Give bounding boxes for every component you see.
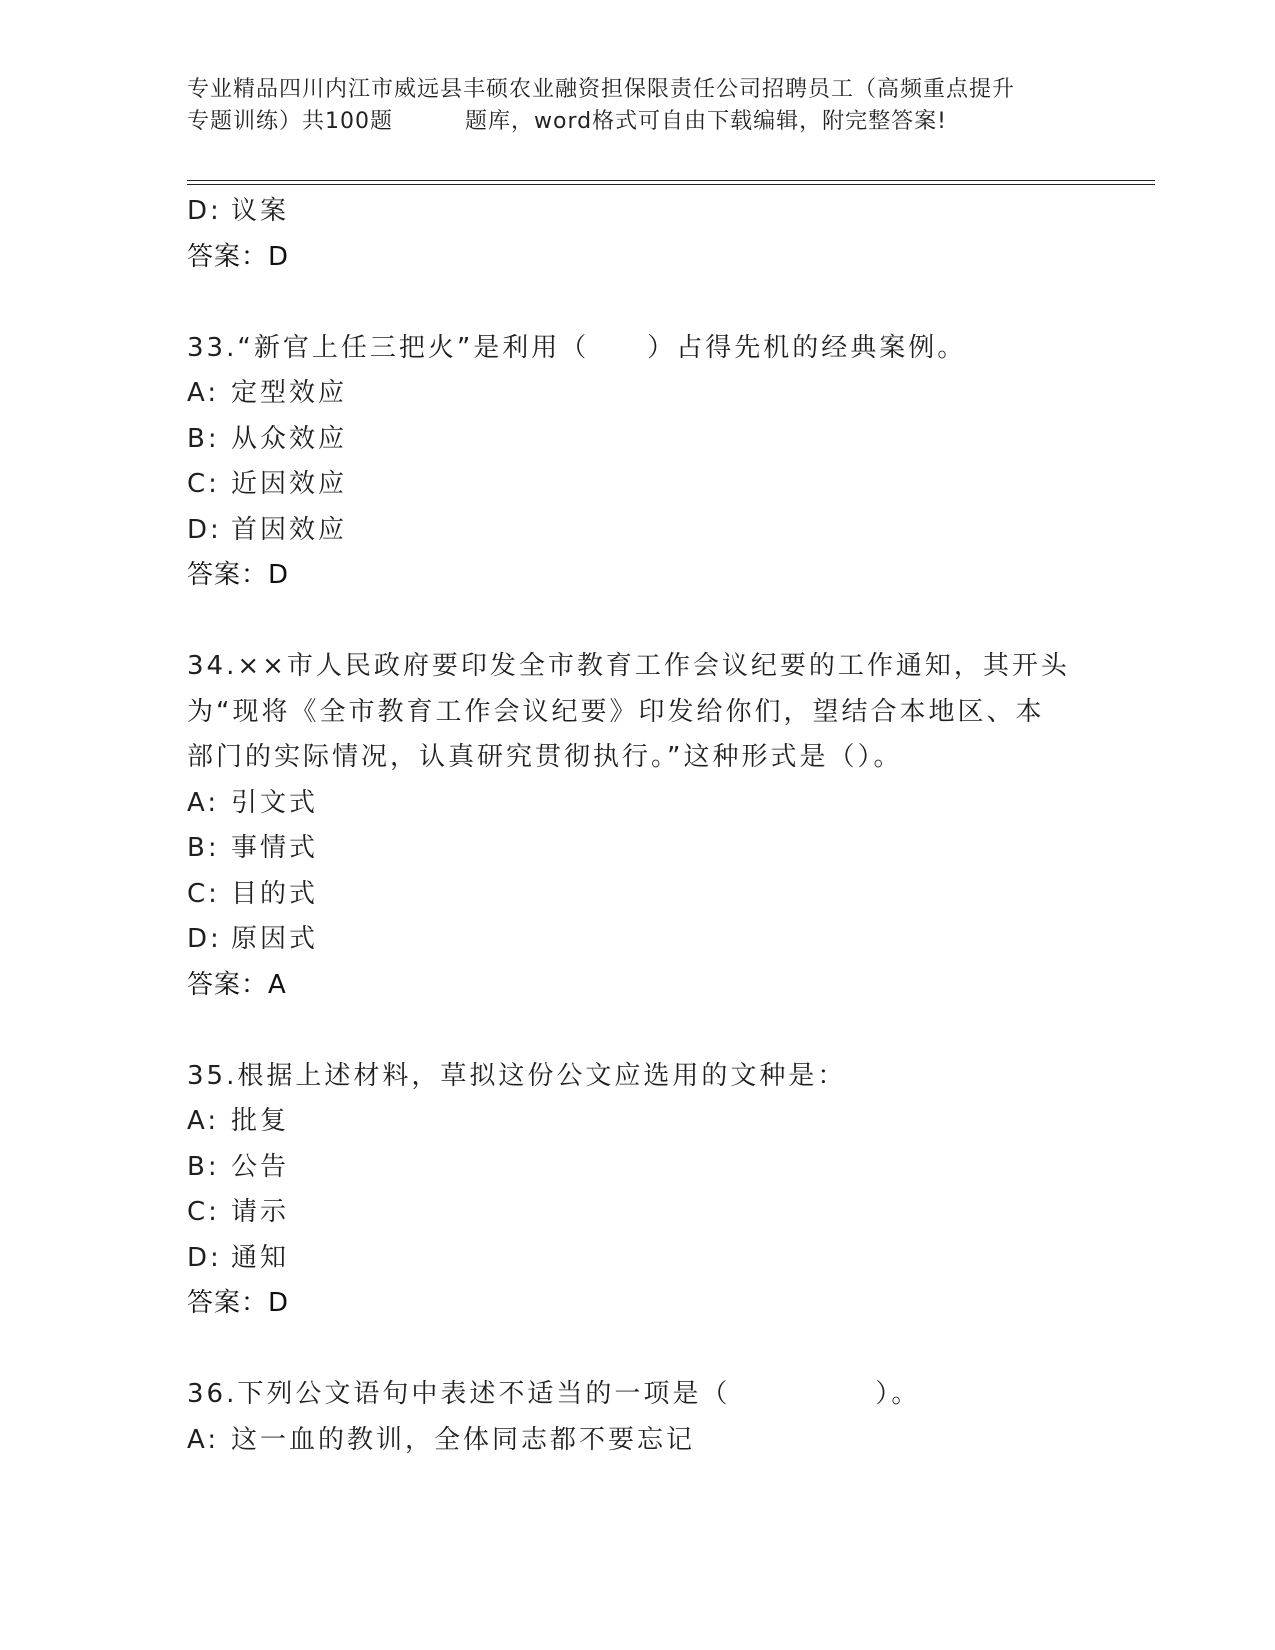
option-text: 批复 [231,1106,290,1136]
option-key: D: [187,514,222,545]
option-key: B: [187,833,220,863]
option-c [187,462,1087,508]
option-c [187,1190,1087,1236]
option-b [187,417,1087,463]
header-line-1: 专业精品四川内江市威远县丰硕农业融资担保限责任公司招聘员工（高频重点提升 [187,77,1016,102]
spacer [187,1008,1087,1054]
spacer [187,280,1087,326]
option-text: 议案 [231,196,290,226]
question-stem: 36.下列公文语句中表述不适当的一项是（ ）。 [187,1379,921,1409]
option-key: A: [187,378,220,408]
option-text: 公告 [231,1151,290,1182]
option-key: C: [187,878,220,909]
answer-line: 答案：D [187,1288,290,1318]
header-line-2-right: 题库，word格式可自由下载编辑，附完整答案! [465,109,947,134]
option-key: D: [187,924,222,954]
header-line-2-left: 专题训练）共100题 [187,109,393,134]
option-key: A: [187,787,220,818]
question-stem-line: 34.××市人民政府要印发全市教育工作会议纪要的工作通知，其开头 [187,651,1070,681]
option-d [187,1236,1087,1282]
question-stem-line: 为“现将《全市教育工作会议纪要》印发给你们，望结合本地区、本 [187,696,1045,727]
option-text: 事情式 [231,833,319,863]
spacer [187,1327,1087,1373]
answer-line: 答案：D [187,560,290,590]
option-text: 引文式 [231,787,319,818]
question-list [187,189,1087,1463]
option-d [187,508,1087,554]
option-b [187,1145,1087,1191]
option-key: B: [187,1151,220,1182]
option-a [187,781,1087,827]
question-stem: 35.根据上述材料，草拟这份公文应选用的文种是： [187,1060,847,1091]
option-key: A: [187,1424,220,1455]
option-a [187,371,1087,417]
option-key: A: [187,1106,220,1136]
option-key: D: [187,196,222,226]
document-header [187,74,1087,138]
option-text: 通知 [231,1242,290,1273]
option-c [187,872,1087,918]
header-divider-thick [187,180,1155,181]
option-key: C: [187,1197,220,1227]
option-text: 定型效应 [231,378,348,408]
answer-line: 答案：D [187,241,290,272]
option-a [187,1418,1087,1464]
option-text: 近因效应 [231,469,348,499]
header-line-2 [187,106,1087,138]
option-key: B: [187,423,220,454]
option-text: 首因效应 [231,514,348,545]
question-stem: 33.“新官上任三把火”是利用（ ）占得先机的经典案例。 [187,332,967,363]
option-text: 原因式 [231,924,319,954]
question-stem-line: 部门的实际情况，认真研究贯彻执行。”这种形式是（）。 [187,742,903,772]
option-a [187,1099,1087,1145]
option-key: D: [187,1242,222,1273]
answer-line: 答案：A [187,969,287,1000]
option-text: 这一血的教训，全体同志都不要忘记 [231,1424,696,1455]
option-text: 目的式 [231,878,319,909]
option-d [187,189,1087,235]
option-d [187,917,1087,963]
header-divider-thin [187,184,1155,185]
spacer [187,599,1087,645]
option-text: 从众效应 [231,423,348,454]
option-b [187,826,1087,872]
option-key: C: [187,469,220,499]
option-text: 请示 [231,1197,290,1227]
